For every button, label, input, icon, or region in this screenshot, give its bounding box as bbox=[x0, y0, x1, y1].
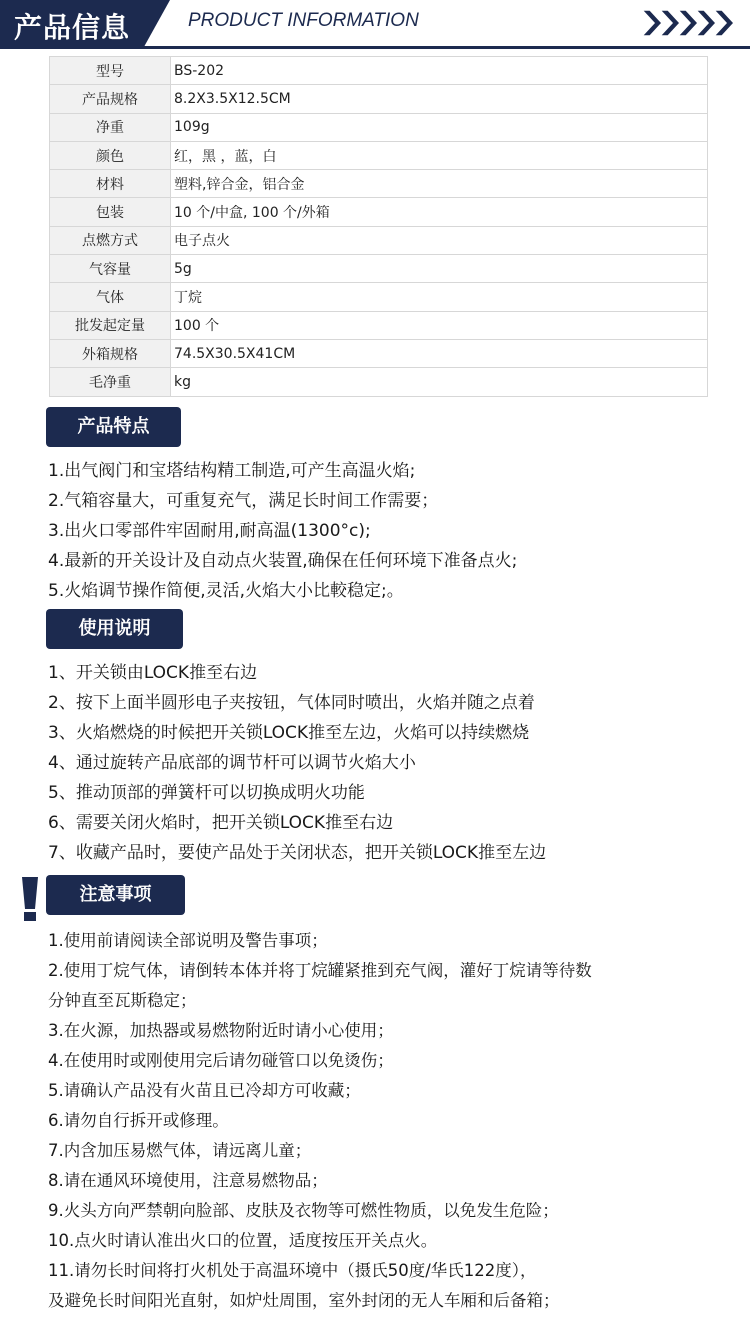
spec-value: 电子点火 bbox=[171, 226, 708, 254]
list-item: 4.最新的开关设计及自动点火装置,确保在任何环境下准备点火; bbox=[48, 551, 518, 571]
table-row bbox=[50, 141, 708, 169]
list-item: 5、推动顶部的弹簧杆可以切换成明火功能 bbox=[48, 783, 365, 803]
list-item: 分钟直至瓦斯稳定； bbox=[48, 991, 197, 1010]
chevrons-icon bbox=[640, 6, 740, 40]
notes-list bbox=[48, 926, 592, 1316]
list-item: 7、收藏产品时，要使产品处于关闭状态，把开关锁LOCK推至左边 bbox=[48, 843, 547, 863]
features-list bbox=[48, 456, 517, 606]
list-item: 9.火头方向严禁朝向脸部、皮肤及衣物等可燃性物质，以免发生危险； bbox=[48, 1201, 559, 1220]
table-row bbox=[50, 311, 708, 339]
notes-heading: 注意事项 bbox=[46, 875, 185, 915]
list-item: 3.在火源，加热器或易燃物附近时请小心使用； bbox=[48, 1021, 394, 1040]
table-row bbox=[50, 283, 708, 311]
spec-value: 10 个/中盒, 100 个/外箱 bbox=[171, 198, 708, 226]
spec-key: 净重 bbox=[50, 113, 171, 141]
list-item: 11.请勿长时间将打火机处于高温环境中（摄氏50度/华氏122度）， bbox=[48, 1261, 537, 1280]
spec-value: BS-202 bbox=[171, 57, 708, 85]
spec-key: 毛净重 bbox=[50, 368, 171, 396]
list-item: 7.内含加压易燃气体，请远离儿童； bbox=[48, 1141, 312, 1160]
spec-key: 颜色 bbox=[50, 141, 171, 169]
list-item: 5.火焰调节操作简便,灵活,火焰大小比較稳定;。 bbox=[48, 581, 404, 601]
spec-key: 包装 bbox=[50, 198, 171, 226]
list-item: 1.使用前请阅读全部说明及警告事项； bbox=[48, 931, 328, 950]
section-header bbox=[0, 0, 750, 50]
spec-value: 100 个 bbox=[171, 311, 708, 339]
spec-key: 产品规格 bbox=[50, 85, 171, 113]
table-row bbox=[50, 85, 708, 113]
table-row bbox=[50, 255, 708, 283]
exclamation-icon bbox=[19, 877, 41, 921]
usage-heading: 使用说明 bbox=[46, 609, 183, 649]
list-item: 4.在使用时或刚使用完后请勿碰管口以免烫伤； bbox=[48, 1051, 394, 1070]
features-heading: 产品特点 bbox=[46, 407, 181, 447]
table-row bbox=[50, 57, 708, 85]
list-item: 2.使用丁烷气体，请倒转本体并将丁烷罐紧推到充气阀，灌好丁烷请等待数 bbox=[48, 961, 592, 980]
list-item: 5.请确认产品没有火苗且已冷却方可收藏； bbox=[48, 1081, 361, 1100]
header-title-en: PRODUCT INFORMATION bbox=[188, 10, 419, 31]
table-row bbox=[50, 170, 708, 198]
spec-key: 气容量 bbox=[50, 255, 171, 283]
list-item: 10.点火时请认准出火口的位置，适度按压开关点火。 bbox=[48, 1231, 438, 1250]
list-item: 3、火焰燃烧的时候把开关锁LOCK推至左边，火焰可以持续燃烧 bbox=[48, 723, 530, 743]
header-title-zh: 产品信息 bbox=[14, 11, 131, 44]
table-row bbox=[50, 113, 708, 141]
table-row bbox=[50, 226, 708, 254]
spec-key: 气体 bbox=[50, 283, 171, 311]
list-item: 6.请勿自行拆开或修理。 bbox=[48, 1111, 229, 1130]
spec-key: 材料 bbox=[50, 170, 171, 198]
list-item: 1、开关锁由LOCK推至右边 bbox=[48, 663, 258, 683]
spec-value: 74.5X30.5X41CM bbox=[171, 339, 708, 367]
spec-key: 点燃方式 bbox=[50, 226, 171, 254]
list-item: 及避免长时间阳光直射，如炉灶周围，室外封闭的无人车厢和后备箱； bbox=[48, 1291, 560, 1310]
spec-value: kg bbox=[171, 368, 708, 396]
list-item: 2.气箱容量大，可重复充气，满足长时间工作需要； bbox=[48, 491, 439, 511]
spec-key: 型号 bbox=[50, 57, 171, 85]
list-item: 6、需要关闭火焰时，把开关锁LOCK推至右边 bbox=[48, 813, 394, 833]
spec-table bbox=[49, 56, 708, 397]
usage-list bbox=[48, 658, 546, 868]
spec-value: 丁烷 bbox=[171, 283, 708, 311]
list-item: 2、按下上面半圆形电子夹按钮，气体同时喷出，火焰并随之点着 bbox=[48, 693, 535, 713]
list-item: 1.出气阀门和宝塔结构精工制造,可产生高温火焰; bbox=[48, 461, 416, 481]
table-row bbox=[50, 368, 708, 396]
table-row bbox=[50, 198, 708, 226]
list-item: 8.请在通风环境使用，注意易燃物品； bbox=[48, 1171, 328, 1190]
spec-value: 红，黑 ，蓝，白 bbox=[171, 141, 708, 169]
spec-key: 批发起定量 bbox=[50, 311, 171, 339]
spec-value: 5g bbox=[171, 255, 708, 283]
list-item: 3.出火口零部件牢固耐用,耐高温(1300°c); bbox=[48, 521, 371, 541]
spec-value: 8.2X3.5X12.5CM bbox=[171, 85, 708, 113]
spec-value: 塑料,锌合金，铝合金 bbox=[171, 170, 708, 198]
table-row bbox=[50, 339, 708, 367]
spec-key: 外箱规格 bbox=[50, 339, 171, 367]
list-item: 4、通过旋转产品底部的调节杆可以调节火焰大小 bbox=[48, 753, 416, 773]
spec-value: 109g bbox=[171, 113, 708, 141]
